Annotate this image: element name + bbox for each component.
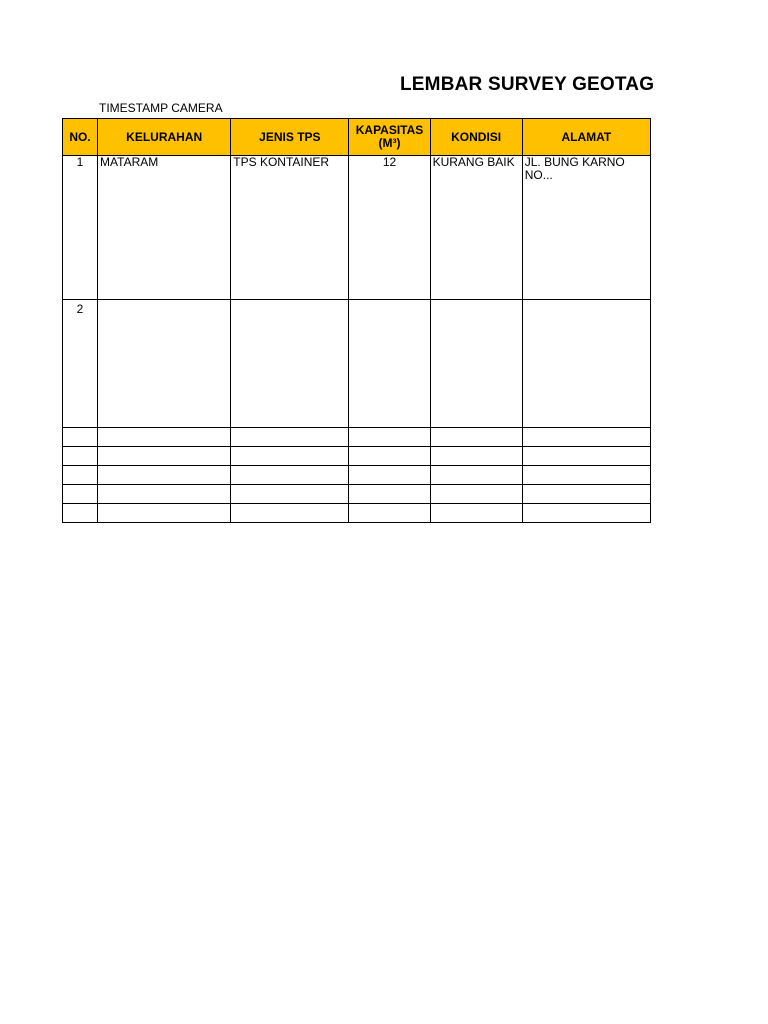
empty-cell <box>98 504 231 523</box>
empty-cell <box>430 485 522 504</box>
empty-cell <box>98 428 231 447</box>
empty-cell <box>349 447 430 466</box>
empty-cell <box>98 447 231 466</box>
empty-cell <box>63 428 98 447</box>
empty-cell <box>522 485 650 504</box>
empty-cell <box>430 447 522 466</box>
empty-cell <box>349 504 430 523</box>
empty-cell <box>349 466 430 485</box>
table-row-empty <box>63 485 651 504</box>
empty-cell <box>63 447 98 466</box>
header-kapasitas <box>349 119 430 156</box>
empty-cell <box>231 504 349 523</box>
cell-alamat: JL. BUNG KARNO NO... <box>522 156 650 300</box>
cell-kelurahan <box>98 300 231 428</box>
empty-cell <box>231 485 349 504</box>
empty-cell <box>231 466 349 485</box>
table-row-empty <box>63 504 651 523</box>
empty-cell <box>63 485 98 504</box>
empty-cell <box>430 504 522 523</box>
empty-cell <box>430 428 522 447</box>
cell-kondisi <box>430 300 522 428</box>
cell-kelurahan: MATARAM <box>98 156 231 300</box>
survey-table <box>62 118 651 523</box>
header-kondisi: KONDISI <box>430 119 522 156</box>
document-subtitle: TIMESTAMP CAMERA <box>99 101 223 115</box>
empty-cell <box>522 447 650 466</box>
empty-cell <box>231 428 349 447</box>
cell-alamat <box>522 300 650 428</box>
header-alamat: ALAMAT <box>522 119 650 156</box>
cell-kapasitas: 12 <box>349 156 430 300</box>
empty-cell <box>63 466 98 485</box>
cell-jenis-tps <box>231 300 349 428</box>
header-kapasitas-line1: KAPASITAS <box>355 123 424 137</box>
table-row-empty <box>63 428 651 447</box>
table-row-empty <box>63 466 651 485</box>
table-row-empty <box>63 447 651 466</box>
header-kelurahan: KELURAHAN <box>98 119 231 156</box>
empty-cell <box>349 485 430 504</box>
empty-cell <box>98 485 231 504</box>
empty-cell <box>522 428 650 447</box>
cell-jenis-tps: TPS KONTAINER <box>231 156 349 300</box>
empty-cell <box>349 428 430 447</box>
cell-kapasitas <box>349 300 430 428</box>
table-row <box>63 156 651 300</box>
header-kapasitas-line2: (M³) <box>378 136 401 150</box>
empty-cell <box>522 466 650 485</box>
cell-kondisi: KURANG BAIK <box>430 156 522 300</box>
empty-cell <box>63 504 98 523</box>
header-jenis-tps: JENIS TPS <box>231 119 349 156</box>
empty-cell <box>98 466 231 485</box>
cell-no: 2 <box>63 300 98 428</box>
empty-cell <box>430 466 522 485</box>
table-row <box>63 300 651 428</box>
document-title: LEMBAR SURVEY GEOTAG <box>400 74 655 95</box>
cell-no: 1 <box>63 156 98 300</box>
header-no: NO. <box>63 119 98 156</box>
table-header-row <box>63 119 651 156</box>
empty-cell <box>231 447 349 466</box>
empty-cell <box>522 504 650 523</box>
